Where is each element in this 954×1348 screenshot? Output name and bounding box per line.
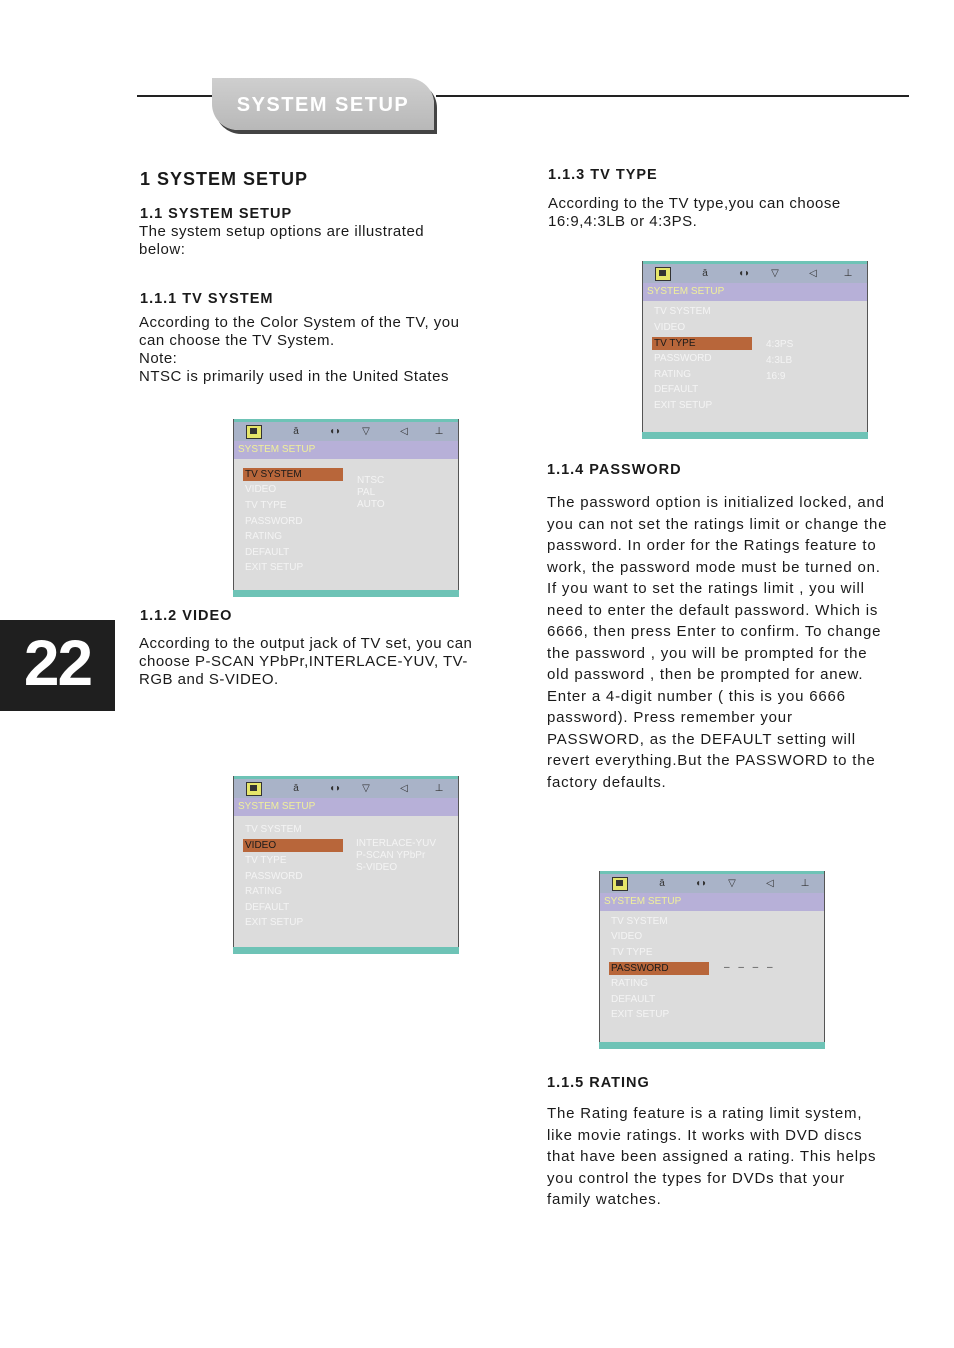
text-line: PASSWORD, as the DEFAULT setting will — [547, 730, 856, 748]
text-line: According to the Color System of the TV, you — [139, 314, 460, 331]
text-line: below: — [139, 241, 186, 258]
video-icon: ▽ — [362, 426, 370, 437]
text-line: you can not set the ratings limit or change the — [547, 515, 888, 533]
text-line: 16:9,4:3LB or 4:3PS. — [548, 213, 698, 230]
header-title: SYSTEM SETUP — [236, 94, 410, 116]
section-title: 1 SYSTEM SETUP — [140, 169, 309, 189]
text-line: RGB and S-VIDEO. — [139, 671, 279, 688]
rating-heading: 1.1.5 RATING — [547, 1075, 650, 1091]
page-number: 22 — [23, 627, 92, 699]
menu-item-password[interactable]: PASSWORD — [245, 871, 303, 882]
menu-item-rating[interactable]: RATING — [654, 369, 692, 380]
option-auto[interactable]: AUTO — [357, 499, 385, 510]
text-line: NTSC is primarily used in the United States — [139, 368, 449, 385]
speaker-icon: ◁ — [400, 426, 408, 437]
text-line: family watches. — [547, 1191, 662, 1208]
menu-item-exit-setup[interactable]: EXIT SETUP — [611, 1009, 670, 1020]
menu-item-default[interactable]: DEFAULT — [611, 994, 656, 1005]
menu-item-tv-type[interactable]: TV TYPE — [611, 947, 653, 958]
option-ntsc[interactable]: NTSC — [357, 475, 385, 486]
menu-item-tv-system[interactable]: TV SYSTEM — [654, 306, 711, 317]
menu-item-tv-system[interactable]: TV SYSTEM — [245, 824, 302, 835]
text-line: you control the types for DVDs that your — [547, 1169, 845, 1187]
video-icon: ▽ — [362, 783, 370, 794]
password-text — [547, 492, 887, 793]
text-line: can choose the TV System. — [139, 332, 335, 349]
menu-item-password[interactable]: PASSWORD — [609, 962, 709, 975]
menu-item-rating[interactable]: RATING — [245, 886, 283, 897]
menu-title-bar — [234, 798, 458, 816]
option-s-video[interactable]: S-VIDEO — [356, 862, 398, 873]
menu-item-tv-type[interactable]: TV TYPE — [245, 500, 287, 511]
menu-icon-bar — [234, 776, 458, 798]
speaker-icon: ◁ — [809, 268, 817, 279]
tv-system-heading: 1.1.1 TV SYSTEM — [140, 291, 274, 307]
menu-screenshot-video — [233, 776, 459, 954]
video-icon: ▽ — [728, 878, 736, 889]
header-rule-right — [436, 95, 909, 97]
text-line: According to the TV type,you can choose — [548, 195, 841, 212]
menu-title: SYSTEM SETUP — [238, 444, 316, 455]
text-line: need to enter the default password. Which is — [547, 601, 879, 619]
menu-icon-bar — [234, 419, 458, 441]
menu-icon-bar — [643, 261, 867, 283]
text-line: password). Press remember your — [547, 709, 793, 726]
option-4-3ps[interactable]: 4:3PS — [766, 339, 794, 350]
audio-icon: ◖◗ — [328, 783, 342, 794]
text-line: The password option is initialized locked, and — [547, 494, 885, 511]
menu-item-exit-setup[interactable]: EXIT SETUP — [245, 917, 304, 928]
menu-icon-bar — [600, 871, 824, 893]
intro-text — [139, 223, 424, 259]
menu-item-rating[interactable]: RATING — [245, 531, 283, 542]
menu-item-default[interactable]: DEFAULT — [245, 547, 290, 558]
menu-item-exit-setup[interactable]: EXIT SETUP — [654, 400, 713, 411]
text-line: choose P-SCAN YPbPr,INTERLACE-YUV, TV- — [139, 653, 468, 670]
menu-item-password[interactable]: PASSWORD — [654, 353, 712, 364]
digital-icon: ⊥ — [843, 268, 853, 279]
submenu-arrow-icon — [346, 840, 352, 850]
language-icon: ā — [293, 426, 299, 437]
audio-icon: ◖◗ — [694, 878, 708, 889]
menu-item-video[interactable]: VIDEO — [243, 839, 343, 852]
system-icon — [246, 425, 262, 439]
option-16-9[interactable]: 16:9 — [766, 371, 786, 382]
menu-title-bar — [600, 893, 824, 911]
tv-system-text — [139, 314, 460, 386]
menu-screenshot-tv-system — [233, 419, 459, 597]
rating-text — [547, 1103, 876, 1211]
tv-system-options — [357, 475, 385, 511]
system-icon — [246, 782, 262, 796]
audio-icon: ◖◗ — [737, 268, 751, 279]
option-pal[interactable]: PAL — [357, 487, 376, 498]
text-line: factory defaults. — [547, 773, 667, 791]
text-line: Enter a 4-digit number ( this is you 6666 — [547, 687, 846, 705]
language-icon: ā — [293, 783, 299, 794]
system-icon — [655, 267, 671, 281]
menu-item-video[interactable]: VIDEO — [245, 484, 277, 495]
menu-item-tv-type[interactable]: TV TYPE — [652, 337, 752, 350]
option-interlace-yuv[interactable]: INTERLACE-YUV — [356, 838, 437, 849]
menu-title-bar — [234, 441, 458, 459]
text-line: like movie ratings. It works with DVD discs — [547, 1126, 863, 1144]
header-rule-left — [137, 95, 217, 97]
text-line: 6666, then press Enter to confirm. To change — [547, 623, 882, 640]
speaker-icon: ◁ — [400, 783, 408, 794]
page-number-block — [0, 620, 115, 711]
digital-icon: ⊥ — [434, 426, 444, 437]
digital-icon: ⊥ — [434, 783, 444, 794]
tv-type-text — [548, 195, 841, 231]
text-line: password. In order for the Ratings feature to — [547, 537, 877, 554]
text-line: If you want to set the ratings limit , you will — [547, 580, 865, 597]
subsection-title: 1.1 SYSTEM SETUP — [140, 206, 293, 222]
digital-icon: ⊥ — [800, 878, 810, 889]
speaker-icon: ◁ — [766, 878, 774, 889]
video-heading: 1.1.2 VIDEO — [140, 608, 233, 624]
language-icon: ā — [659, 878, 665, 889]
menu-footer-bar — [642, 432, 868, 439]
tv-type-heading: 1.1.3 TV TYPE — [548, 167, 658, 183]
menu-item-rating[interactable]: RATING — [611, 978, 649, 989]
menu-item-tv-system[interactable]: TV SYSTEM — [243, 468, 343, 481]
menu-screenshot-password — [599, 871, 825, 1049]
text-line: The Rating feature is a rating limit system, — [547, 1105, 863, 1122]
menu-item-video[interactable]: VIDEO — [611, 931, 643, 942]
menu-title: SYSTEM SETUP — [238, 801, 316, 812]
menu-title: SYSTEM SETUP — [647, 286, 725, 297]
menu-item-default[interactable]: DEFAULT — [654, 384, 699, 395]
menu-screenshot-tv-type — [642, 261, 868, 439]
menu-title: SYSTEM SETUP — [604, 896, 682, 907]
menu-title-bar — [643, 283, 867, 301]
text-line: the password , you will be prompted for the — [547, 644, 868, 662]
text-line: that have been assigned a rating. This helps — [547, 1148, 877, 1165]
menu-item-tv-type[interactable]: TV TYPE — [245, 855, 287, 866]
password-entry-field[interactable]: – – – – — [724, 962, 776, 973]
menu-item-default[interactable]: DEFAULT — [245, 902, 290, 913]
menu-item-password[interactable]: PASSWORD — [245, 516, 303, 527]
option-p-scan-ypbpr[interactable]: P-SCAN YPbPr — [356, 850, 426, 861]
language-icon: ā — [702, 268, 708, 279]
submenu-arrow-icon — [346, 469, 352, 479]
menu-footer-bar — [233, 947, 459, 954]
video-options — [356, 838, 436, 874]
password-heading: 1.1.4 PASSWORD — [547, 462, 682, 478]
submenu-arrow-icon — [755, 338, 761, 348]
option-4-3lb[interactable]: 4:3LB — [766, 355, 793, 366]
tv-type-options — [766, 337, 793, 385]
submenu-arrow-icon — [712, 963, 718, 973]
text-line: work, the password mode must be turned on. — [547, 558, 881, 576]
menu-item-exit-setup[interactable]: EXIT SETUP — [245, 562, 304, 573]
menu-footer-bar — [599, 1042, 825, 1049]
text-line: According to the output jack of TV set, you can — [139, 635, 473, 652]
video-text — [139, 635, 472, 689]
header-tab — [212, 78, 434, 130]
text-line: The system setup options are illustrated — [139, 223, 425, 240]
audio-icon: ◖◗ — [328, 426, 342, 437]
video-icon: ▽ — [771, 268, 779, 279]
menu-item-video[interactable]: VIDEO — [654, 322, 686, 333]
text-line: revert everything.But the PASSWORD to the — [547, 752, 876, 769]
menu-item-tv-system[interactable]: TV SYSTEM — [611, 916, 668, 927]
text-line: old password , then be prompted for anew. — [547, 666, 864, 683]
text-line: Note: — [139, 350, 178, 367]
system-icon — [612, 877, 628, 891]
menu-footer-bar — [233, 590, 459, 597]
